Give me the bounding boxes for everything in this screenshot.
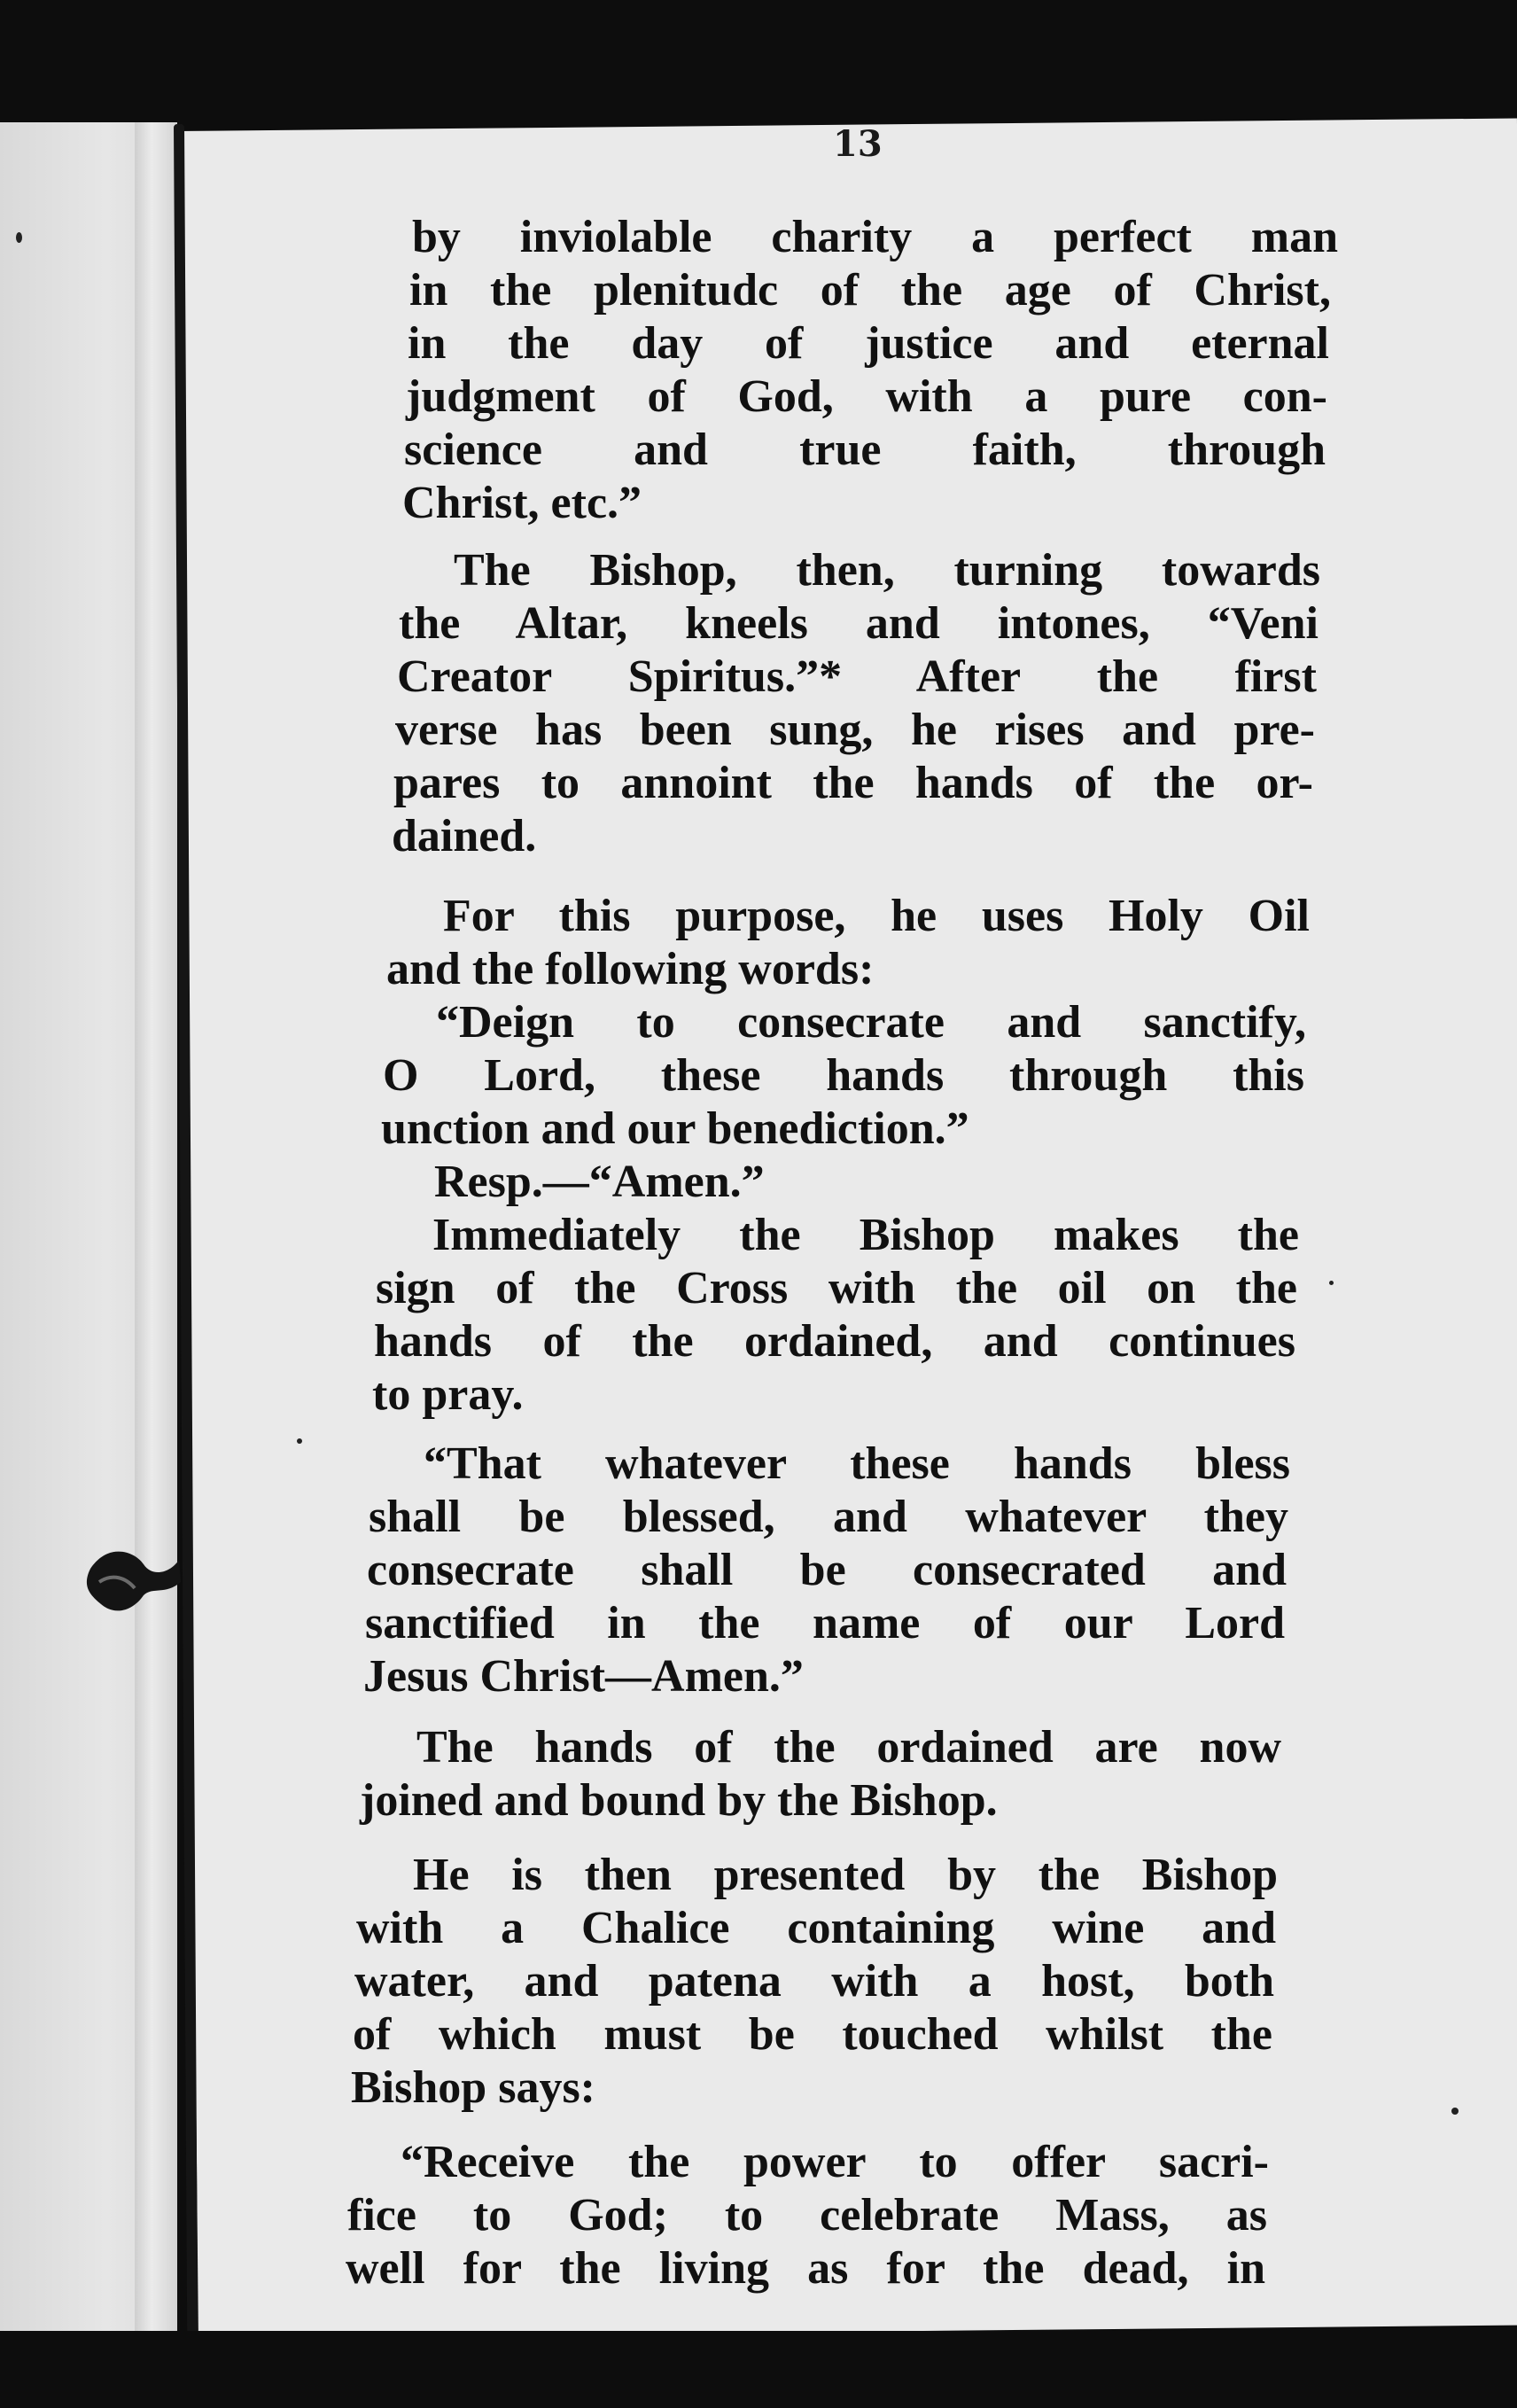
text-line: Bishop says: <box>351 2062 595 2113</box>
text-line: dained. <box>392 811 537 861</box>
binding-thread-knot <box>82 1533 188 1631</box>
text-line: For this purpose, he uses Holy Oil <box>443 891 1310 941</box>
page-fold-shadow <box>135 122 177 2373</box>
text-line: Immediately the Bishop makes the <box>432 1210 1299 1260</box>
text-line: unction and our benediction.” <box>381 1103 969 1154</box>
text-line: The Bishop, then, turning towards <box>454 545 1320 596</box>
text-line: Resp.—“Amen.” <box>434 1157 765 1207</box>
text-line: verse has been sung, he rises and pre- <box>395 705 1315 755</box>
text-line: water, and patena with a host, both <box>354 1956 1274 2007</box>
text-line: sign of the Cross with the oil on the <box>376 1263 1297 1313</box>
text-line: pares to annoint the hands of the or- <box>393 758 1313 808</box>
text-line: Jesus Christ—Amen.” <box>363 1651 804 1702</box>
text-line: sanctified in the name of our Lord <box>365 1598 1285 1648</box>
text-line: of which must be touched whilst the <box>353 2009 1272 2060</box>
text-line: fice to God; to celebrate Mass, as <box>347 2190 1267 2240</box>
text-line: O Lord, these hands through this <box>383 1050 1304 1101</box>
ink-speck <box>1329 1281 1334 1285</box>
text-line: and the following words: <box>386 944 875 994</box>
text-line: by inviolable charity a perfect man <box>412 212 1338 262</box>
ink-speck <box>16 232 22 243</box>
text-line: well for the living as for the dead, in <box>346 2243 1265 2294</box>
text-line: The hands of the ordained are now <box>416 1722 1281 1773</box>
text-line: shall be blessed, and whatever they <box>369 1492 1288 1542</box>
text-line: to pray. <box>372 1369 524 1420</box>
text-line: judgment of God, with a pure con- <box>406 371 1327 422</box>
text-line: He is then presented by the Bishop <box>413 1850 1278 1900</box>
text-line: “Receive the power to offer sacri- <box>401 2137 1269 2187</box>
text-line: joined and bound by the Bishop. <box>360 1775 998 1826</box>
text-line: hands of the ordained, and continues <box>374 1316 1295 1367</box>
text-line: in the plenitudc of the age of Christ, <box>409 265 1331 316</box>
text-line: in the day of justice and eternal <box>408 318 1329 369</box>
text-line: the Altar, kneels and intones, “Veni <box>399 598 1319 649</box>
page-number: 13 <box>833 123 883 165</box>
ink-speck <box>1451 2108 1459 2115</box>
text-line: Creator Spiritus.”* After the first <box>397 651 1317 702</box>
ink-speck <box>297 1438 302 1444</box>
text-line: “Deign to consecrate and sanctify, <box>436 997 1306 1048</box>
scan-bottom-border <box>0 2331 1517 2408</box>
text-line: consecrate shall be consecrated and <box>367 1545 1287 1595</box>
text-line: “That whatever these hands bless <box>424 1438 1290 1489</box>
text-line: with a Chalice containing wine and <box>356 1903 1276 1953</box>
text-line: Christ, etc.” <box>402 478 642 528</box>
text-line: science and true faith, through <box>404 425 1326 475</box>
